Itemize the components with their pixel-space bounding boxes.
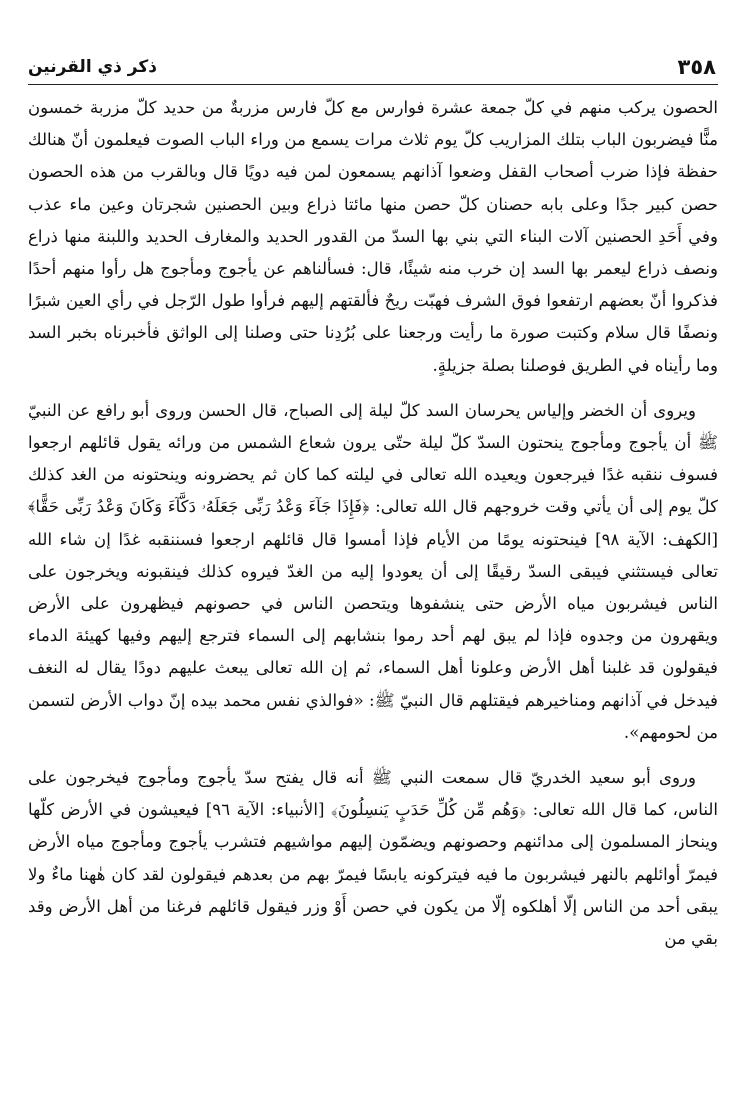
running-title: ذكر ذي القرنين [28, 57, 157, 77]
header-rule [28, 84, 718, 85]
page-number: ٣٥٨ [677, 55, 716, 79]
paragraph: الحصون يركب منهم في كلّ جمعة عشرة فوارس مع كلّ فارس مزربةٌ من حديد كلّ مزربة خمسون منًّا فيضربون الباب بتلك المزاريب كلّ يوم ثلاث مرات يسمع من وراء الباب الصوت فيعلمون أنّ هنالك حفظة فإذا ضرب أصحاب القفل وضعوا آذانهم يسمعون لمن فيه دويًا قال وبالقرب من هذه الحصون حصن كبير جدًا وعلى بابه حصنان كلّ حصن منها مائتا ذراع وبين الحصنين شجرتان وعين ماء عذب وفي أَحَدِ الحصنين آلات البناء التي بني بها السدّ من القدور الحديد والمغارف الحديد واللبنة منها ذراع ونصف ذراع ليعمر بها السد إن خرب منه شيئًا، قال: فسألناهم عن يأجوج ومأجوج هل رأوا منهم أحدًا فذكروا أنّ بعضهم ارتفعوا فوق الشرف فهبّت ريحٌ فألقتهم إليهم فرأوا طول الرّجل في رأي العين شبرًا ونصفًا قال سلام وكتبت صورة ما رأيت ورجعنا على بُرُدِنا حتى وصلنا إلى الواثق فأخبرناه بخبر السد وما رأيناه في الطريق فوصلنا بصلة جزيلةٍ. [28, 98, 718, 375]
paragraph: وروى أبو سعيد الخدريّ قال سمعت النبي ﷺ أنه قال يفتح سدّ يأجوج ومأجوج فيخرجون على الناس، كما قال الله تعالى: ﴿وَهُم مِّن كُلِّ حَدَبٍ يَنسِلُونَ﴾ [الأنبياء: الآية ٩٦] فيعيشون في الأرض كلّها وينحاز المسلمون إلى مدائنهم وحصونهم ويضمّون إليهم مواشيهم فتشرب يأجوج ومأجوج مياه الأرض فيمرّ أوائلهم بالنهر فيشربون ما فيه فيتركونه يابسًا فيمرّ بهم من بعدهم فيقولون لقد كان هٰهنا ماءٌ ولا يبقى أحد من الناس إلّا أهلكوه إلّا من يكون في حصن أَوْ وزر فيقول قائلهم فرغنا من أهل الأرض وقد بقي من [28, 768, 718, 949]
page-header [28, 48, 716, 82]
body-text [28, 92, 718, 955]
paragraph: ويروى أن الخضر وإلياس يحرسان السد كلّ ليلة إلى الصباح، قال الحسن وروى أبو رافع عن النبيّ ﷺ أن يأجوج ومأجوج ينحتون السدّ كلّ ليلة حتّى يرون شعاع الشمس من ورائه يقول قائلهم ارجعوا فسوف ننقبه غدًا فيرجعون ويعيده الله تعالى في ليلته كما كان ثم يحضرونه وينحتونه من الغد كذلك كلّ يوم إلى أن يأتي وقت خروجهم قال الله تعالى: ﴿فَإِذَا جَآءَ وَعْدُ رَبِّى جَعَلَهُۥ دَكَّآءَ وَكَانَ وَعْدُ رَبِّى حَقًّا﴾ [الكهف: الآية ٩٨] فينحتونه يومًا من الأيام فإذا أمسوا قال قائلهم ارجعوا فسننقبه غدًا إن شاء الله تعالى فيستثني فيبقى السدّ رقيقًا إلى أن يعودوا إليه من الغدّ فيروه كذلك فينقبونه ويخرجون على الناس فيشربون مياه الأرض حتى ينشفوها ويتحصن الناس في حصونهم فيظهرون على الأرض ويقهرون من وجدوه فإذا لم يبق لهم أحد رموا بنشابهم إلى السماء فترجع إليهم وفيها كهيئة الدماء فيقولون قد غلبنا أهل الأرض وعلونا أهل السماء، ثم إن الله تعالى يبعث عليهم دودًا يقال له النغف فيدخل في آذانهم ومناخيرهم فيقتلهم قال النبيّ ﷺ: «فوالذي نفس محمد بيده إنّ دواب الأرض لتسمن من لحومهم». [28, 400, 719, 742]
